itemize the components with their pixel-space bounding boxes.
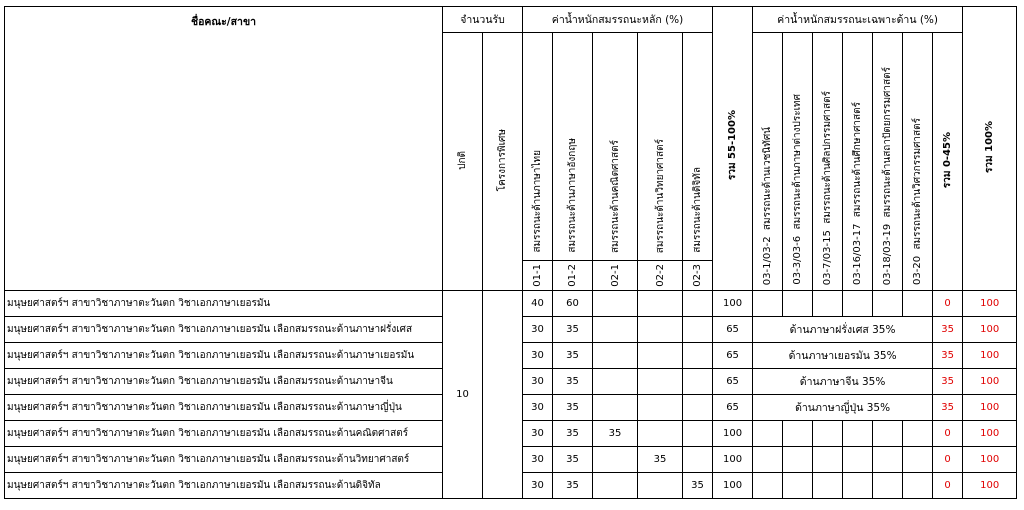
specific-cell <box>843 447 873 473</box>
specific-col-header-4 <box>843 33 873 291</box>
specific-cell <box>903 421 933 447</box>
core-cell <box>593 447 638 473</box>
specific-col-header-6 <box>903 33 933 291</box>
core-cell: 35 <box>553 473 593 499</box>
specific-cell <box>903 447 933 473</box>
specific-merged-cell: ด้านภาษาจีน 35% <box>753 369 933 395</box>
core-cell <box>683 369 713 395</box>
header-total-specific-text: รวม 0-45% <box>942 131 954 189</box>
core-col-code-1 <box>523 261 553 291</box>
total-cell: 100 <box>963 317 1017 343</box>
specific-cell <box>843 421 873 447</box>
specific-total-cell: 35 <box>933 317 963 343</box>
core-total-cell: 65 <box>713 395 753 421</box>
specific-merged-cell: ด้านภาษาเยอรมัน 35% <box>753 343 933 369</box>
specific-total-cell: 35 <box>933 369 963 395</box>
admission-weight-table <box>4 6 1017 499</box>
core-total-cell: 100 <box>713 447 753 473</box>
core-cell: 35 <box>553 395 593 421</box>
core-col-header-2 <box>553 33 593 261</box>
specific-col-header-2 <box>783 33 813 291</box>
core-cell <box>593 369 638 395</box>
core-col-code: 02-1 <box>609 264 621 287</box>
header-total-all-text: รวม 100% <box>984 121 996 173</box>
core-col-label: สมรรถนะด้านภาษาอังกฤษ <box>567 138 579 253</box>
header-quota-special <box>483 33 523 291</box>
total-cell: 100 <box>963 473 1017 499</box>
specific-col-label: สมรรถนะด้านวิศวกรรมศาสตร์ <box>912 118 924 250</box>
core-col-code-3 <box>593 261 638 291</box>
specific-cell <box>813 421 843 447</box>
specific-total-cell: 35 <box>933 343 963 369</box>
core-total-cell: 65 <box>713 343 753 369</box>
row-name: มนุษยศาสตร์ฯ สาขาวิชาภาษาตะวันตก วิชาเอกภาษาเยอรมัน เลือกสมรรถนะด้านคณิตศาสตร์ <box>5 421 443 447</box>
core-cell <box>593 473 638 499</box>
core-col-header-3 <box>593 33 638 261</box>
row-name: มนุษยศาสตร์ฯ สาขาวิชาภาษาตะวันตก วิชาเอกภาษาเยอรมัน เลือกสมรรถนะด้านภาษาจีน <box>5 369 443 395</box>
specific-cell <box>753 447 783 473</box>
row-name: มนุษยศาสตร์ฯ สาขาวิชาภาษาตะวันตก วิชาเอกภาษาเยอรมัน เลือกสมรรถนะด้านภาษาฝรั่งเศส <box>5 317 443 343</box>
header-total-all <box>963 7 1017 291</box>
specific-col-label: สมรรถนะด้านภาษาต่างประเทศ <box>792 94 804 230</box>
core-cell: 35 <box>553 447 593 473</box>
core-total-cell: 100 <box>713 291 753 317</box>
core-cell <box>638 317 683 343</box>
quota-normal-value: 10 <box>443 291 483 499</box>
specific-col-code: 03-18/03-19 <box>882 223 894 285</box>
core-col-header-1 <box>523 33 553 261</box>
specific-cell <box>813 291 843 317</box>
quota-special-value <box>483 291 523 499</box>
core-cell <box>638 421 683 447</box>
core-cell: 35 <box>553 369 593 395</box>
specific-col-code: 03-16/03-17 <box>852 223 864 285</box>
core-cell: 35 <box>683 473 713 499</box>
specific-col-code: 03-3/03-6 <box>792 236 804 285</box>
core-cell: 30 <box>523 317 553 343</box>
specific-total-cell: 0 <box>933 291 963 317</box>
header-faculty-major: ชื่อคณะ/สาขา <box>5 7 443 291</box>
total-cell: 100 <box>963 421 1017 447</box>
core-col-label: สมรรถนะด้านคณิตศาสตร์ <box>609 139 621 253</box>
core-cell <box>683 447 713 473</box>
specific-merged-cell: ด้านภาษาฝรั่งเศส 35% <box>753 317 933 343</box>
core-col-header-5 <box>683 33 713 261</box>
core-col-label: สมรรถนะด้านดิจิทัล <box>692 167 704 253</box>
core-col-code: 01-2 <box>567 264 579 287</box>
core-cell <box>683 317 713 343</box>
core-cell <box>593 317 638 343</box>
header-core-weight: ค่าน้ำหนักสมรรถนะหลัก (%) <box>523 7 713 33</box>
core-col-code-4 <box>638 261 683 291</box>
core-col-label: สมรรถนะด้านวิทยาศาสตร์ <box>654 138 666 253</box>
specific-cell <box>873 421 903 447</box>
core-cell <box>638 369 683 395</box>
specific-col-code: 03-20 <box>912 255 924 285</box>
header-quota: จำนวนรับ <box>443 7 523 33</box>
core-cell <box>638 395 683 421</box>
core-cell: 30 <box>523 447 553 473</box>
core-col-code: 01-1 <box>532 264 544 287</box>
specific-col-text <box>880 67 895 285</box>
specific-col-text <box>820 91 835 285</box>
row-name: มนุษยศาสตร์ฯ สาขาวิชาภาษาตะวันตก วิชาเอกภาษาเยอรมัน เลือกสมรรถนะด้านภาษาเยอรมัน <box>5 343 443 369</box>
specific-cell <box>813 447 843 473</box>
specific-cell <box>783 473 813 499</box>
header-specific-weight: ค่าน้ำหนักสมรรถนะเฉพาะด้าน (%) <box>753 7 963 33</box>
total-cell: 100 <box>963 369 1017 395</box>
core-cell <box>683 395 713 421</box>
specific-cell <box>753 473 783 499</box>
core-cell: 35 <box>553 317 593 343</box>
core-total-cell: 100 <box>713 421 753 447</box>
specific-cell <box>903 473 933 499</box>
specific-total-cell: 0 <box>933 473 963 499</box>
header-quota-normal <box>443 33 483 291</box>
core-cell: 30 <box>523 369 553 395</box>
specific-total-cell: 0 <box>933 447 963 473</box>
specific-col-label: สมรรถนะด้านศิลปกรรมศาสตร์ <box>822 90 834 224</box>
specific-col-label: สมรรถนะด้านศึกษาศาสตร์ <box>852 101 864 218</box>
core-total-cell: 65 <box>713 317 753 343</box>
core-cell: 30 <box>523 473 553 499</box>
row-name: มนุษยศาสตร์ฯ สาขาวิชาภาษาตะวันตก วิชาเอกภาษาเยอรมัน เลือกสมรรถนะด้านดิจิทัล <box>5 473 443 499</box>
specific-col-text <box>760 127 775 285</box>
core-cell <box>683 343 713 369</box>
specific-cell <box>873 291 903 317</box>
total-cell: 100 <box>963 395 1017 421</box>
row-name: มนุษยศาสตร์ฯ สาขาวิชาภาษาตะวันตก วิชาเอกภาษาเยอรมัน เลือกสมรรถนะด้านวิทยาศาสตร์ <box>5 447 443 473</box>
specific-cell <box>873 447 903 473</box>
core-cell <box>593 291 638 317</box>
specific-col-header-3 <box>813 33 843 291</box>
core-col-header-4 <box>638 33 683 261</box>
core-cell <box>683 421 713 447</box>
core-cell <box>638 291 683 317</box>
specific-col-header-5 <box>873 33 903 291</box>
specific-cell <box>783 291 813 317</box>
specific-cell <box>753 421 783 447</box>
core-cell <box>593 395 638 421</box>
core-col-code-5 <box>683 261 713 291</box>
specific-total-cell: 0 <box>933 421 963 447</box>
core-total-cell: 65 <box>713 369 753 395</box>
core-col-code: 02-2 <box>654 264 666 287</box>
core-cell: 35 <box>553 343 593 369</box>
total-cell: 100 <box>963 447 1017 473</box>
specific-col-label: สมรรถนะด้านสถาปัตยกรรมศาสตร์ <box>882 66 894 218</box>
admission-weight-table-wrapper <box>4 6 1017 499</box>
specific-col-text <box>850 102 865 285</box>
specific-cell <box>813 473 843 499</box>
core-cell <box>638 473 683 499</box>
core-cell <box>593 343 638 369</box>
core-cell: 60 <box>553 291 593 317</box>
specific-cell <box>873 473 903 499</box>
core-col-code: 02-3 <box>692 264 704 287</box>
header-total-core-text: รวม 55-100% <box>727 109 739 181</box>
core-cell <box>638 343 683 369</box>
specific-cell <box>783 421 813 447</box>
header-quota-normal-text: ปกติ <box>457 150 468 170</box>
core-cell: 30 <box>523 343 553 369</box>
specific-merged-cell: ด้านภาษาญี่ปุ่น 35% <box>753 395 933 421</box>
specific-cell <box>843 291 873 317</box>
specific-cell <box>843 473 873 499</box>
specific-col-text <box>790 94 805 285</box>
core-cell: 35 <box>593 421 638 447</box>
core-cell: 35 <box>638 447 683 473</box>
table-body <box>5 291 1017 499</box>
specific-col-header-1 <box>753 33 783 291</box>
header-quota-special-text: โครงการพิเศษ <box>497 128 508 192</box>
total-cell: 100 <box>963 343 1017 369</box>
row-name: มนุษยศาสตร์ฯ สาขาวิชาภาษาตะวันตก วิชาเอกภาษาเยอรมัน <box>5 291 443 317</box>
core-cell: 30 <box>523 421 553 447</box>
core-cell: 30 <box>523 395 553 421</box>
specific-col-text <box>910 118 925 285</box>
total-cell: 100 <box>963 291 1017 317</box>
core-col-code-2 <box>553 261 593 291</box>
core-cell: 40 <box>523 291 553 317</box>
specific-col-code: 03-7/03-15 <box>822 229 834 285</box>
specific-cell <box>903 291 933 317</box>
core-cell <box>683 291 713 317</box>
core-total-cell: 100 <box>713 473 753 499</box>
specific-col-label: สมรรถนะด้านเวชนิทัศน์ <box>762 126 774 230</box>
specific-cell <box>753 291 783 317</box>
specific-cell <box>783 447 813 473</box>
table-row <box>5 291 1017 317</box>
core-cell: 35 <box>553 421 593 447</box>
specific-total-cell: 35 <box>933 395 963 421</box>
core-col-label: สมรรถนะด้านภาษาไทย <box>532 150 544 253</box>
row-name: มนุษยศาสตร์ฯ สาขาวิชาภาษาตะวันตก วิชาเอกภาษาเยอรมัน เลือกสมรรถนะด้านภาษาญี่ปุ่น <box>5 395 443 421</box>
header-total-core <box>713 7 753 291</box>
specific-col-code: 03-1/03-2 <box>762 236 774 285</box>
header-total-specific <box>933 33 963 291</box>
